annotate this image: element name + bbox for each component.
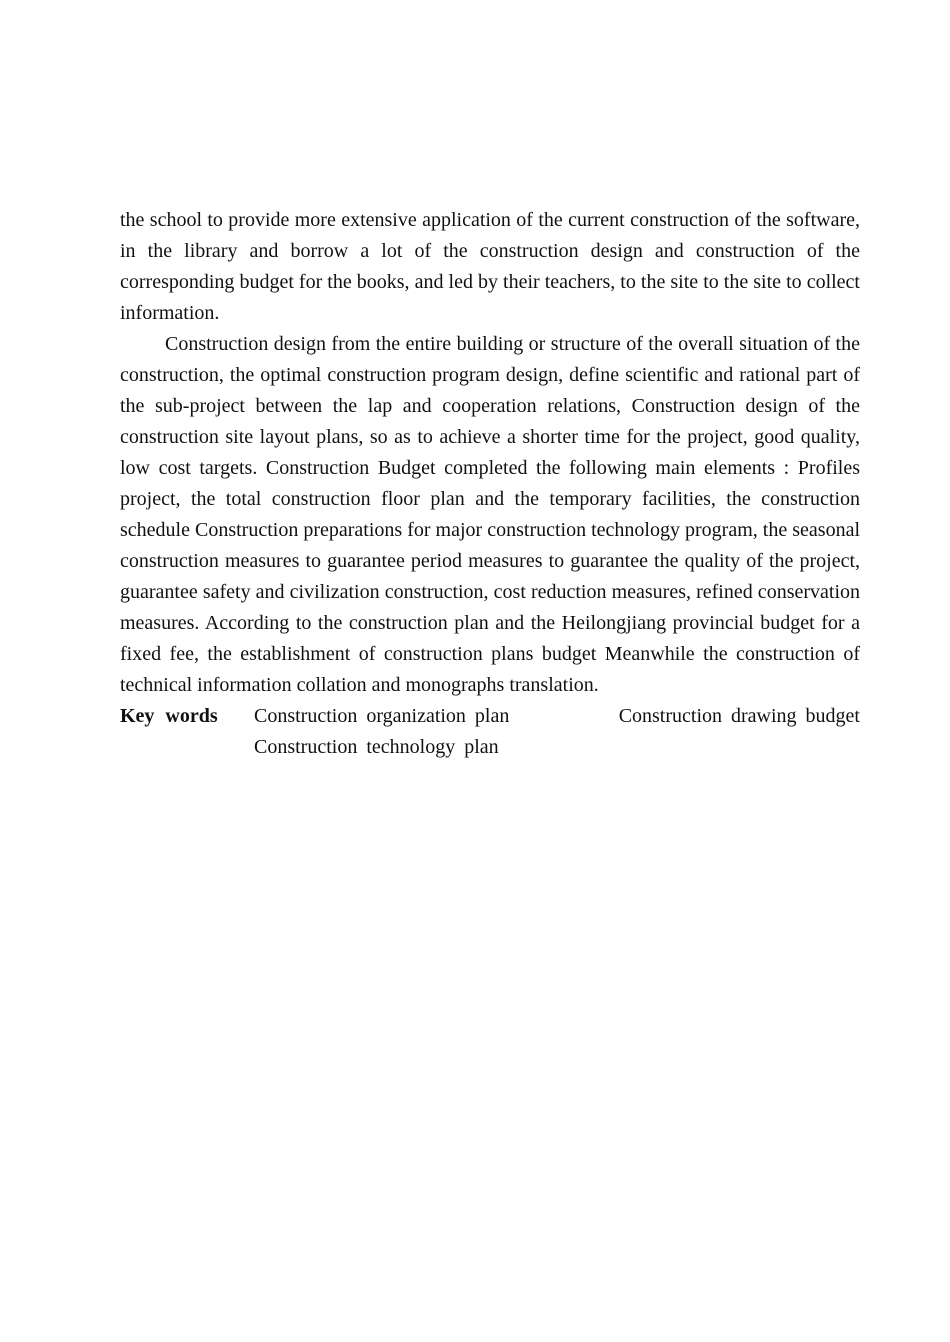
- paragraph-continuation: the school to provide more extensive application of the current construction of the software, in the library and borrow a lot of the construction design and construction of the corresponding budget for the books, and led by their teachers, to the site to the site to collect information.: [120, 209, 860, 324]
- keyword-item: Construction technology plan: [254, 736, 499, 758]
- keywords-list: [254, 701, 860, 763]
- keywords-section: [120, 701, 860, 763]
- paragraph-construction-design: Construction design from the entire building or structure of the overall situation of the construction, the optimal construction program design, define scientific and rational part of the sub-project between the lap and cooperation relations, Construction design of the construction site layout plans, so as to achieve a shorter time for the project, good quality, low cost targets. Construction Budget completed the following main elements : Profiles project, the total construction floor plan and the temporary facilities, the construction schedule Construction preparations for major construction technology program, the seasonal construction measures to guarantee period measures to guarantee the quality of the project, guarantee safety and civilization construction, cost reduction measures, refined conservation measures. According to the construction plan and the Heilongjiang provincial budget for a fixed fee, the establishment of construction plans budget Meanwhile the construction of technical information collation and monographs translation.: [120, 333, 860, 696]
- keyword-item: Construction organization plan: [254, 705, 510, 727]
- keyword-item: Construction drawing budget: [618, 705, 860, 727]
- keywords-label: Key words: [120, 705, 218, 727]
- keywords-row-1: [254, 701, 860, 732]
- keywords-row-2: [254, 732, 860, 763]
- abstract-text-block: [120, 205, 860, 763]
